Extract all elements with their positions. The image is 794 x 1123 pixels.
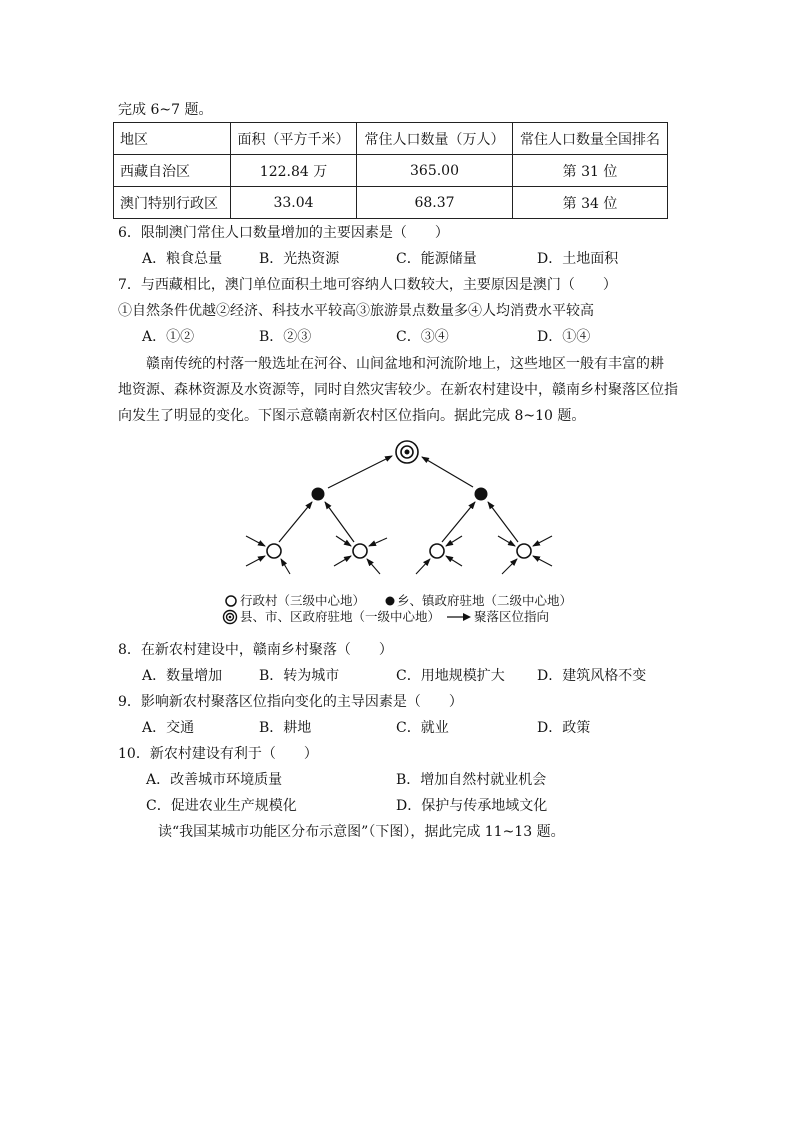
question-8-stem: 8．在新农村建设中，赣南乡村聚落（ ） — [118, 642, 393, 658]
legend-town-symbol — [384, 594, 396, 608]
table-header-cell: 面积（平方千米） — [231, 123, 357, 155]
question-6-stem: 6．限制澳门常住人口数量增加的主要因素是（ ） — [118, 225, 449, 241]
legend-county-symbol — [222, 609, 238, 625]
question-10-option-b: B．增加自然村就业机会 — [396, 772, 547, 788]
question-7-option-a: A．①② — [142, 329, 195, 345]
legend-county-label: 县、市、区政府驻地（一级中心地） — [240, 609, 441, 624]
table-header-cell: 常住人口数量（万人） — [357, 123, 513, 155]
settlement-hierarchy-diagram — [230, 432, 570, 592]
passage-line-1: 赣南传统的村落一般选址在河谷、山间盆地和河流阶地上，这些地区一般有丰富的耕 — [146, 356, 664, 372]
table-cell: 第 34 位 — [513, 187, 668, 219]
intro-11-13: 读“我国某城市功能区分布示意图”（下图），据此完成 11~13 题。 — [158, 824, 565, 840]
intro-6-7: 完成 6~7 题。 — [118, 102, 213, 118]
question-9-option-b: B．耕地 — [259, 720, 312, 736]
table-cell: 365.00 — [357, 155, 513, 187]
question-6-option-b: B．光热资源 — [259, 251, 340, 267]
table-header-cell: 常住人口数量全国排名 — [513, 123, 668, 155]
passage-line-3: 向发生了明显的变化。下图示意赣南新农村区位指向。据此完成 8~10 题。 — [118, 408, 586, 424]
table-cell: 33.04 — [231, 187, 357, 219]
question-7-option-d: D．①④ — [537, 329, 591, 345]
question-8-option-b: B．转为城市 — [259, 668, 340, 684]
town-center-node — [312, 488, 325, 501]
table-row — [114, 155, 668, 187]
legend-arrow-symbol — [446, 611, 472, 623]
table-cell: 68.37 — [357, 187, 513, 219]
table-cell: 122.84 万 — [231, 155, 357, 187]
question-10-option-a: A．改善城市环境质量 — [146, 772, 283, 788]
town-center-node — [475, 488, 488, 501]
question-9-option-c: C．就业 — [396, 720, 449, 736]
question-10-option-d: D．保护与传承地域文化 — [396, 798, 548, 814]
legend-town-label: 乡、镇政府驻地（二级中心地） — [397, 593, 573, 608]
legend-village-symbol — [224, 594, 238, 608]
question-7-stem: 7．与西藏相比，澳门单位面积土地可容纳人口数较大，主要原因是澳门（ ） — [118, 277, 617, 293]
question-8-option-a: A．数量增加 — [142, 668, 223, 684]
table-header-row — [114, 123, 668, 155]
table-cell: 澳门特别行政区 — [114, 187, 231, 219]
question-8-option-c: C．用地规模扩大 — [396, 668, 505, 684]
legend-village-label: 行政村（三级中心地） — [240, 593, 366, 608]
question-7-statements: ①自然条件优越②经济、科技水平较高③旅游景点数量多④人均消费水平较高 — [118, 303, 594, 319]
question-9-option-d: D．政策 — [537, 720, 591, 736]
question-10-option-c: C．促进农业生产规模化 — [146, 798, 297, 814]
question-8-option-d: D．建筑风格不变 — [537, 668, 647, 684]
question-9-option-a: A．交通 — [142, 720, 195, 736]
question-7-option-c: C．③④ — [396, 329, 449, 345]
question-6-option-c: C．能源储量 — [396, 251, 477, 267]
table-header-cell: 地区 — [114, 123, 231, 155]
question-6-option-d: D．土地面积 — [537, 251, 619, 267]
question-10-stem: 10．新农村建设有利于（ ） — [118, 746, 318, 762]
question-9-stem: 9．影响新农村聚落区位指向变化的主导因素是（ ） — [118, 694, 463, 710]
question-7-option-b: B．②③ — [259, 329, 312, 345]
village-node — [353, 544, 367, 558]
legend-arrow-label: 聚落区位指向 — [474, 609, 550, 624]
table-cell: 西藏自治区 — [114, 155, 231, 187]
table-cell: 第 31 位 — [513, 155, 668, 187]
question-6-option-a: A．粮食总量 — [142, 251, 223, 267]
region-table — [113, 122, 668, 219]
village-node — [267, 544, 281, 558]
village-node — [430, 544, 444, 558]
passage-line-2: 地资源、森林资源及水资源等，同时自然灾害较少。在新农村建设中，赣南乡村聚落区位指 — [118, 382, 678, 398]
village-node — [517, 544, 531, 558]
table-row — [114, 187, 668, 219]
